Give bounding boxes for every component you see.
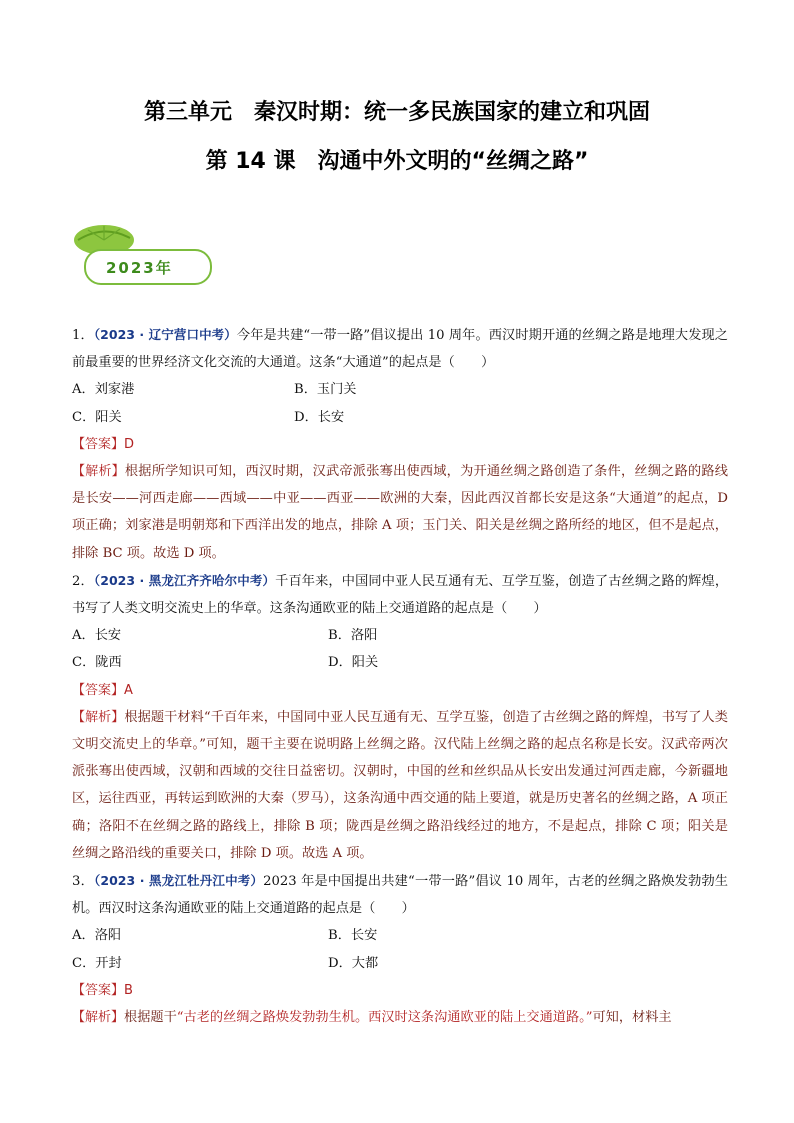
analysis-paragraph <box>72 458 728 567</box>
analysis-text: 根据题干材料“千百年来，中国同中亚人民互通有无、互学互鉴，创造了古丝绸之路的辉煌，书写了人类文明交流史上的华章。”可知，题干主要在说明路上丝绸之路。汉代陆上丝绸之路的起点名称是长安。汉武帝两次派张骞出使西域，汉朝和西域的交往日益密切。汉朝时，中国的丝和丝织品从长安出发通过河西走廊，今新疆地区，运往西亚，再转运到欧洲的大秦（罗马），这条沟通中西交通的陆上要道，就是历史著名的丝绸之路，A 项正确；洛阳不在丝绸之路的路线上，排除 B 项；陇西是丝绸之路沿线经过的地方，不是起点，排除 C 项；阳关是丝绸之路沿线的重要关口，排除 D 项。故选 A 项。 <box>72 709 728 861</box>
option-row <box>72 649 728 676</box>
option-row <box>72 404 728 431</box>
analysis-text: 根据所学知识可知，西汉时期，汉武帝派张骞出使西域，为开通丝绸之路创造了条件，丝绸之路的路线是长安——河西走廊——西域——中亚——西亚——欧洲的大秦，因此西汉首都长安是这条“大通道”的起点，D 项正确；刘家港是明朝郑和下西洋出发的地点，排除 A 项；玉门关、阳关是丝绸之路所经的地区，但不是起点，排除 BC 项。故选 D 项。 <box>72 464 728 561</box>
answer-line: 【答案】A <box>72 682 133 698</box>
question-text: 2023 年是中国提出共建“一带一路”倡议 10 周年，古老的丝绸之路焕发勃勃生机。西汉时这条沟通欧亚的陆上交通道路的起点是（ ） <box>72 874 728 917</box>
question-stem <box>72 567 728 622</box>
analysis-label: 【解析】 <box>72 464 125 480</box>
question-number: 2． <box>72 573 94 589</box>
question-number: 3． <box>72 874 94 890</box>
question-source: （2023 · 黑龙江齐齐哈尔中考） <box>93 572 276 588</box>
question-list <box>72 321 728 1031</box>
option-b: B．玉门关 <box>294 382 357 398</box>
question-source: （2023 · 辽宁营口中考） <box>93 327 237 342</box>
analysis-paragraph <box>72 704 728 867</box>
question-stem <box>72 321 728 376</box>
question-2 <box>72 567 728 867</box>
analysis-label: 【解析】 <box>72 1010 125 1026</box>
option-d: D．大都 <box>328 955 379 971</box>
option-a: A．长安 <box>72 628 122 644</box>
question-3 <box>72 867 728 1031</box>
year-pill <box>84 249 212 285</box>
question-text: 千百年来，中国同中亚人民互通有无、互学互鉴，创造了古丝绸之路的辉煌，书写了人类文明交流史上的华章。这条沟通欧亚的陆上交通道路的起点是（ ） <box>72 573 729 617</box>
option-d: D．长安 <box>294 409 345 425</box>
option-b: B．长安 <box>328 928 378 944</box>
question-number: 1． <box>72 328 94 343</box>
option-d: D．阳关 <box>328 655 379 671</box>
unit-title: 第三单元 秦汉时期：统一多民族国家的建立和巩固 <box>143 100 650 125</box>
option-c: C．开封 <box>72 955 122 971</box>
option-b: B．洛阳 <box>328 628 378 644</box>
analysis-paragraph <box>72 1004 728 1031</box>
question-text: 今年是共建“一带一路”倡议提出 10 周年。西汉时期开通的丝绸之路是地理大发现之前最重要的世界经济文化交流的大通道。这条“大通道”的起点是（ ） <box>72 328 728 371</box>
answer-line: 【答案】D <box>72 436 135 452</box>
option-c: C．阳关 <box>72 409 122 425</box>
option-a: A．洛阳 <box>72 928 122 944</box>
option-c: C．陇西 <box>72 655 122 671</box>
analysis-label: 【解析】 <box>72 709 125 725</box>
option-row <box>72 622 728 649</box>
question-stem <box>72 867 728 922</box>
option-row <box>72 950 728 977</box>
option-a: A．刘家港 <box>72 382 135 398</box>
year-section-badge <box>70 222 210 292</box>
analysis-text: 可知，材料主 <box>592 1010 672 1026</box>
question-source: （2023 · 黑龙江牡丹江中考） <box>93 873 264 889</box>
analysis-quote: “古老的丝绸之路焕发勃勃生机。西汉时这条沟通欧亚的陆上交通道路。” <box>176 1010 593 1026</box>
option-row <box>72 376 728 403</box>
answer-line: 【答案】B <box>72 982 133 998</box>
question-1 <box>72 321 728 567</box>
analysis-text: 根据题干 <box>124 1010 177 1026</box>
year-label: 2023年 <box>106 259 173 277</box>
option-row <box>72 922 728 949</box>
lesson-title: 第 14 课 沟通中外文明的“丝绸之路” <box>205 149 589 174</box>
